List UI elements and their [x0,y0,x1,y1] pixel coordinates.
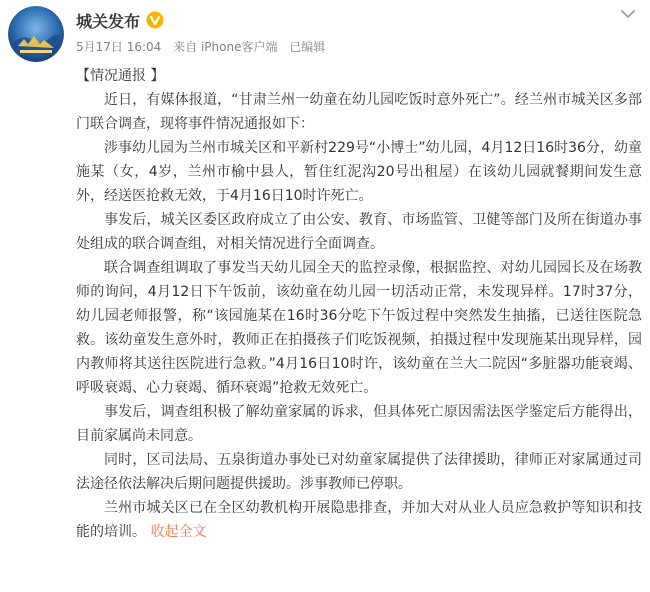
verified-badge-icon [146,11,164,29]
post-content [76,64,642,544]
post-paragraph: 事发后，城关区委区政府成立了由公安、教育、市场监管、卫健等部门及所在街道办事处组成的联合调查组，对相关情况进行全面调查。 [76,212,642,252]
post-paragraph: 联合调查组调取了事发当天幼儿园全天的监控录像，根据监控、对幼儿园园长及在场教师的询问，4月12日下午饭前，该幼童在幼儿园一切活动正常，未发现异样。17时37分，幼儿园老师报警，称“该园施某在16时36分吃下午饭过程中突然发生抽搐，已送往医院急救。该幼童发生意外时，教师正在拍摄孩子们吃饭视频，拍摄过程中发现施某出现异样，园内教师将其送往医院进行急救。”4月16日10时许，该幼童在兰大二院因“多脏器功能衰竭、呼吸衰竭、心力衰竭、循环衰竭”抢救无效死亡。 [76,260,642,396]
post-paragraph: 涉事幼儿园为兰州市城关区和平新村229号“小博士”幼儿园，4月12日16时36分，幼童施某（女，4岁，兰州市榆中县人，暂住红泥沟20号出租屋）在该幼儿园就餐期间发生意外，经送医抢救无效，于4月16日10时许死亡。 [76,140,642,204]
post-heading: 【情况通报 】 [76,68,165,84]
edited-label[interactable]: 已编辑 [289,40,326,54]
post-meta [76,38,333,55]
avatar-image [8,6,64,62]
post-paragraph-last [76,496,642,544]
post-paragraph: 事发后，调查组积极了解幼童家属的诉求，但具体死亡原因需法医学鉴定后方能得出，目前家属尚未同意。 [76,404,642,444]
post-time[interactable]: 5月17日 16:04 [76,40,162,54]
avatar[interactable] [8,6,64,62]
post-header [0,0,650,64]
chevron-down-icon[interactable] [620,8,636,20]
post-paragraph: 同时，区司法局、五泉街道办事处已对幼童家属提供了法律援助，律师正对家属通过司法途径依法解决后期问题提供援助。涉事教师已停职。 [76,452,642,492]
collapse-link[interactable]: 收起全文 [150,524,207,540]
post-source: 来自 iPhone客户端 [173,40,278,54]
account-name[interactable]: 城关发布 [76,11,141,31]
post-paragraph: 近日，有媒体报道，“甘肃兰州一幼童在幼儿园吃饭时意外死亡”。经兰州市城关区多部门联合调查，现将事件情况通报如下： [76,92,642,132]
post-paragraph-text: 兰州市城关区已在全区幼教机构开展隐患排查，并加大对从业人员应急救护等知识和技能的培训。 [76,500,642,540]
